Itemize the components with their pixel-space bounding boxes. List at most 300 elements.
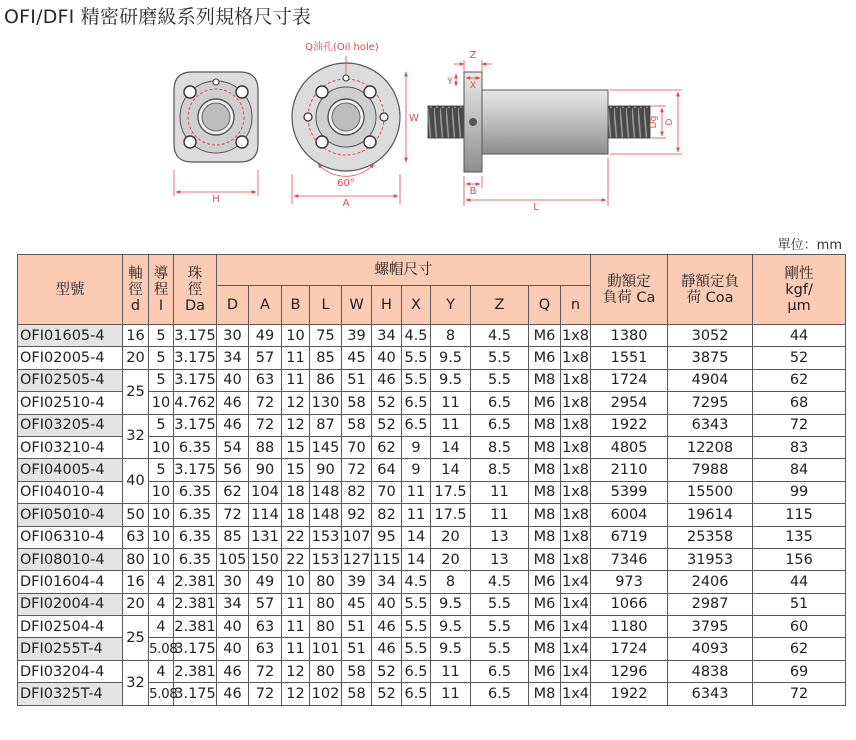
- header-dim-y: Y: [431, 286, 471, 325]
- cell-model: DFI0325T-4: [18, 683, 123, 705]
- cell-d: 85: [217, 526, 249, 548]
- cell-coa: 19614: [668, 504, 753, 526]
- cell-w: 51: [342, 369, 372, 391]
- cell-q: M8: [529, 436, 561, 458]
- cell-y: 11: [431, 683, 471, 705]
- cell-h: 70: [372, 481, 402, 503]
- cell-k: 51: [753, 593, 846, 615]
- cell-q: M8: [529, 638, 561, 660]
- table-row: [18, 660, 846, 682]
- cell-h: 40: [372, 347, 402, 369]
- cell-z: 6.5: [471, 683, 529, 705]
- cell-n: 1x4: [561, 571, 591, 593]
- cell-model: DFI02504-4: [18, 616, 123, 638]
- cell-model: OFI02005-4: [18, 347, 123, 369]
- cell-ca: 2954: [591, 392, 668, 414]
- cell-x: 5.5: [402, 369, 431, 391]
- cell-n: 1x4: [561, 660, 591, 682]
- cell-k: 62: [753, 369, 846, 391]
- dim-label-x: X: [469, 81, 477, 91]
- cell-k: 62: [753, 638, 846, 660]
- cell-n: 1x8: [561, 548, 591, 570]
- cell-x: 4.5: [402, 571, 431, 593]
- cell-h: 95: [372, 526, 402, 548]
- cell-coa: 4838: [668, 660, 753, 682]
- cell-coa: 4904: [668, 369, 753, 391]
- cell-da: 3.175: [174, 347, 217, 369]
- cell-x: 5.5: [402, 638, 431, 660]
- cell-w: 58: [342, 414, 372, 436]
- dim-label-d: D: [665, 118, 675, 126]
- cell-da: 6.35: [174, 504, 217, 526]
- cell-b: 11: [282, 616, 310, 638]
- cell-l: 148: [310, 481, 342, 503]
- cell-y: 11: [431, 414, 471, 436]
- cell-b: 15: [282, 459, 310, 481]
- cell-z: 13: [471, 548, 529, 570]
- cell-coa: 3052: [668, 325, 753, 347]
- cell-x: 11: [402, 504, 431, 526]
- cell-ca: 1066: [591, 593, 668, 615]
- cell-a: 72: [249, 683, 282, 705]
- cell-d: 30: [217, 325, 249, 347]
- cell-ca: 4805: [591, 436, 668, 458]
- header-dim-b: B: [282, 286, 310, 325]
- cell-i: 10: [149, 392, 174, 414]
- cell-coa: 31953: [668, 548, 753, 570]
- table-row: [18, 548, 846, 570]
- cell-da: 3.175: [174, 683, 217, 705]
- header-dim-a: A: [249, 286, 282, 325]
- cell-k: 115: [753, 504, 846, 526]
- cell-ca: 1551: [591, 347, 668, 369]
- header-dim-x: X: [402, 286, 431, 325]
- cell-i: 4: [149, 616, 174, 638]
- cell-x: 4.5: [402, 325, 431, 347]
- cell-k: 72: [753, 414, 846, 436]
- cell-ca: 1724: [591, 638, 668, 660]
- header-static-load: 靜額定負 荷 Coa: [668, 255, 753, 325]
- cell-l: 80: [310, 593, 342, 615]
- cell-l: 102: [310, 683, 342, 705]
- cell-k: 52: [753, 347, 846, 369]
- cell-x: 6.5: [402, 414, 431, 436]
- cell-k: 44: [753, 325, 846, 347]
- cell-z: 11: [471, 504, 529, 526]
- cell-d: 50: [123, 504, 149, 526]
- cell-h: 52: [372, 392, 402, 414]
- header-shaft-dia: 軸 徑 d: [123, 255, 149, 325]
- cell-z: 5.5: [471, 369, 529, 391]
- cell-l: 153: [310, 548, 342, 570]
- cell-da: 4.762: [174, 392, 217, 414]
- cell-ca: 973: [591, 571, 668, 593]
- dim-label-z: Z: [469, 50, 477, 61]
- cell-x: 6.5: [402, 683, 431, 705]
- cell-w: 58: [342, 660, 372, 682]
- cell-model: DFI0255T-4: [18, 638, 123, 660]
- cell-x: 6.5: [402, 392, 431, 414]
- cell-z: 5.5: [471, 616, 529, 638]
- cell-z: 6.5: [471, 660, 529, 682]
- cell-d: 25: [123, 369, 149, 414]
- cell-q: M8: [529, 526, 561, 548]
- cell-q: M6: [529, 392, 561, 414]
- cell-ca: 1296: [591, 660, 668, 682]
- cell-w: 72: [342, 459, 372, 481]
- cell-k: 60: [753, 616, 846, 638]
- cell-l: 80: [310, 616, 342, 638]
- cell-y: 9.5: [431, 347, 471, 369]
- cell-q: M6: [529, 660, 561, 682]
- cell-q: M6: [529, 593, 561, 615]
- cell-w: 58: [342, 392, 372, 414]
- cell-z: 4.5: [471, 571, 529, 593]
- cell-k: 68: [753, 392, 846, 414]
- cell-x: 9: [402, 459, 431, 481]
- cell-z: 5.5: [471, 347, 529, 369]
- cell-z: 8.5: [471, 436, 529, 458]
- cell-b: 12: [282, 392, 310, 414]
- cell-a: 72: [249, 660, 282, 682]
- cell-h: 52: [372, 660, 402, 682]
- cell-l: 80: [310, 571, 342, 593]
- cell-k: 69: [753, 660, 846, 682]
- cell-h: 46: [372, 369, 402, 391]
- cell-y: 9.5: [431, 638, 471, 660]
- cell-w: 39: [342, 571, 372, 593]
- cell-model: OFI04005-4: [18, 459, 123, 481]
- cell-d: 80: [123, 548, 149, 570]
- cell-d: 46: [217, 414, 249, 436]
- cell-n: 1x4: [561, 638, 591, 660]
- cell-z: 5.5: [471, 638, 529, 660]
- cell-da: 2.381: [174, 571, 217, 593]
- cell-da: 3.175: [174, 369, 217, 391]
- cell-z: 6.5: [471, 414, 529, 436]
- cell-b: 11: [282, 369, 310, 391]
- cell-h: 34: [372, 571, 402, 593]
- cell-b: 18: [282, 481, 310, 503]
- cell-da: 6.35: [174, 548, 217, 570]
- nut-end-view-round-flange: [292, 40, 419, 209]
- cell-d: 20: [123, 593, 149, 615]
- cell-q: M6: [529, 347, 561, 369]
- cell-d: 34: [217, 593, 249, 615]
- cell-b: 15: [282, 436, 310, 458]
- cell-coa: 7988: [668, 459, 753, 481]
- cell-d: 20: [123, 347, 149, 369]
- cell-x: 5.5: [402, 616, 431, 638]
- cell-d: 40: [217, 369, 249, 391]
- cell-b: 11: [282, 638, 310, 660]
- cell-da: 2.381: [174, 593, 217, 615]
- cell-n: 1x8: [561, 347, 591, 369]
- cell-ca: 7346: [591, 548, 668, 570]
- cell-d: 30: [217, 571, 249, 593]
- cell-b: 18: [282, 504, 310, 526]
- table-row: [18, 616, 846, 638]
- cell-w: 58: [342, 683, 372, 705]
- cell-d: 46: [217, 392, 249, 414]
- cell-h: 40: [372, 593, 402, 615]
- cell-model: DFI02004-4: [18, 593, 123, 615]
- cell-d: 72: [217, 504, 249, 526]
- cell-y: 11: [431, 392, 471, 414]
- cell-y: 11: [431, 660, 471, 682]
- table-row: [18, 571, 846, 593]
- header-dynamic-load: 動額定 負荷 Ca: [591, 255, 668, 325]
- cell-l: 153: [310, 526, 342, 548]
- cell-q: M8: [529, 504, 561, 526]
- cell-a: 63: [249, 638, 282, 660]
- cell-model: DFI03204-4: [18, 660, 123, 682]
- cell-coa: 4093: [668, 638, 753, 660]
- cell-model: DFI01604-4: [18, 571, 123, 593]
- cell-d: 16: [123, 325, 149, 347]
- cell-n: 1x8: [561, 414, 591, 436]
- cell-x: 14: [402, 548, 431, 570]
- cell-ca: 6004: [591, 504, 668, 526]
- cell-a: 88: [249, 436, 282, 458]
- cell-i: 10: [149, 481, 174, 503]
- cell-h: 46: [372, 616, 402, 638]
- cell-k: 135: [753, 526, 846, 548]
- cell-w: 82: [342, 481, 372, 503]
- cell-da: 6.35: [174, 481, 217, 503]
- header-dim-h: H: [372, 286, 402, 325]
- nut-side-view: [428, 50, 682, 213]
- cell-n: 1x4: [561, 616, 591, 638]
- cell-x: 9: [402, 436, 431, 458]
- cell-x: 11: [402, 481, 431, 503]
- cell-q: M8: [529, 414, 561, 436]
- cell-w: 92: [342, 504, 372, 526]
- unit-label: 單位：mm: [777, 238, 842, 253]
- dim-label-a: A: [342, 198, 350, 209]
- cell-d: 32: [123, 414, 149, 459]
- table-row: [18, 369, 846, 391]
- cell-i: 5: [149, 459, 174, 481]
- header-nut-dims: 螺帽尺寸: [217, 255, 591, 286]
- cell-coa: 25358: [668, 526, 753, 548]
- cell-x: 5.5: [402, 347, 431, 369]
- cell-d: 40: [217, 638, 249, 660]
- cell-da: 6.35: [174, 526, 217, 548]
- cell-coa: 7295: [668, 392, 753, 414]
- cell-l: 75: [310, 325, 342, 347]
- table-row: [18, 459, 846, 481]
- cell-da: 6.35: [174, 436, 217, 458]
- cell-w: 45: [342, 347, 372, 369]
- cell-k: 72: [753, 683, 846, 705]
- cell-da: 3.175: [174, 414, 217, 436]
- cell-w: 39: [342, 325, 372, 347]
- cell-n: 1x8: [561, 459, 591, 481]
- cell-i: 4: [149, 660, 174, 682]
- cell-q: M6: [529, 325, 561, 347]
- header-ball-dia: 珠 徑 Da: [174, 255, 217, 325]
- cell-coa: 2406: [668, 571, 753, 593]
- cell-x: 6.5: [402, 660, 431, 682]
- table-row: [18, 325, 846, 347]
- angle-label: 60°: [337, 178, 355, 189]
- cell-n: 1x8: [561, 325, 591, 347]
- cell-n: 1x8: [561, 392, 591, 414]
- cell-model: OFI03205-4: [18, 414, 123, 436]
- dim-label-y: Y: [447, 77, 453, 87]
- cell-a: 150: [249, 548, 282, 570]
- cell-a: 57: [249, 347, 282, 369]
- cell-d: 40: [217, 616, 249, 638]
- cell-d: 25: [123, 616, 149, 661]
- cell-w: 127: [342, 548, 372, 570]
- cell-d: 56: [217, 459, 249, 481]
- nut-end-view-cut-flange: [174, 72, 258, 205]
- cell-a: 131: [249, 526, 282, 548]
- cell-q: M8: [529, 459, 561, 481]
- cell-model: OFI02505-4: [18, 369, 123, 391]
- cell-y: 9.5: [431, 593, 471, 615]
- cell-l: 80: [310, 660, 342, 682]
- cell-k: 99: [753, 481, 846, 503]
- header-dim-n: n: [561, 286, 591, 325]
- cell-coa: 12208: [668, 436, 753, 458]
- cell-d: 63: [123, 526, 149, 548]
- cell-b: 11: [282, 347, 310, 369]
- cell-da: 3.175: [174, 459, 217, 481]
- cell-b: 22: [282, 548, 310, 570]
- header-dim-w: W: [342, 286, 372, 325]
- cell-ca: 1922: [591, 683, 668, 705]
- dim-label-dg: Dg: [649, 115, 659, 129]
- cell-z: 6.5: [471, 392, 529, 414]
- cell-i: 10: [149, 436, 174, 458]
- cell-k: 84: [753, 459, 846, 481]
- cell-z: 4.5: [471, 325, 529, 347]
- cell-b: 11: [282, 593, 310, 615]
- cell-da: 3.175: [174, 325, 217, 347]
- cell-h: 52: [372, 683, 402, 705]
- cell-ca: 1724: [591, 369, 668, 391]
- cell-i: 5: [149, 414, 174, 436]
- cell-d: 105: [217, 548, 249, 570]
- cell-a: 104: [249, 481, 282, 503]
- cell-i: 4: [149, 593, 174, 615]
- header-model: 型號: [18, 255, 123, 325]
- page-title: OFI/DFI 精密研磨級系列規格尺寸表: [4, 6, 312, 28]
- cell-ca: 1922: [591, 414, 668, 436]
- cell-n: 1x8: [561, 481, 591, 503]
- cell-a: 114: [249, 504, 282, 526]
- cell-d: 40: [123, 459, 149, 504]
- cell-l: 90: [310, 459, 342, 481]
- cell-model: OFI03210-4: [18, 436, 123, 458]
- cell-n: 1x8: [561, 504, 591, 526]
- dim-label-l: L: [533, 202, 539, 213]
- cell-k: 156: [753, 548, 846, 570]
- header-dim-z: Z: [471, 286, 529, 325]
- cell-d: 46: [217, 683, 249, 705]
- cell-q: M8: [529, 683, 561, 705]
- cell-y: 8: [431, 325, 471, 347]
- cell-h: 34: [372, 325, 402, 347]
- cell-model: OFI01605-4: [18, 325, 123, 347]
- cell-i: 10: [149, 526, 174, 548]
- cell-w: 51: [342, 616, 372, 638]
- cell-i: 10: [149, 504, 174, 526]
- cell-a: 49: [249, 325, 282, 347]
- header-dim-d: D: [217, 286, 249, 325]
- dim-label-b: B: [469, 186, 477, 197]
- cell-i: 10: [149, 548, 174, 570]
- cell-b: 10: [282, 571, 310, 593]
- cell-d: 16: [123, 571, 149, 593]
- table-row: [18, 347, 846, 369]
- cell-da: 2.381: [174, 616, 217, 638]
- table-row: [18, 504, 846, 526]
- table-row: [18, 593, 846, 615]
- cell-h: 115: [372, 548, 402, 570]
- cell-n: 1x4: [561, 683, 591, 705]
- cell-q: M8: [529, 481, 561, 503]
- header-lead: 導 程 I: [149, 255, 174, 325]
- cell-n: 1x8: [561, 369, 591, 391]
- cell-i: 5.08: [149, 638, 174, 660]
- cell-l: 130: [310, 392, 342, 414]
- cell-q: M8: [529, 548, 561, 570]
- cell-coa: 3875: [668, 347, 753, 369]
- cell-a: 49: [249, 571, 282, 593]
- cell-b: 22: [282, 526, 310, 548]
- nut-dimension-drawing: [170, 36, 690, 214]
- header-dim-q: Q: [529, 286, 561, 325]
- cell-y: 14: [431, 436, 471, 458]
- cell-l: 145: [310, 436, 342, 458]
- cell-a: 63: [249, 616, 282, 638]
- cell-b: 12: [282, 683, 310, 705]
- cell-n: 1x8: [561, 436, 591, 458]
- cell-n: 1x8: [561, 526, 591, 548]
- cell-y: 17.5: [431, 481, 471, 503]
- cell-h: 82: [372, 504, 402, 526]
- oil-hole-label: Q油孔(Oil hole): [305, 42, 379, 53]
- cell-w: 70: [342, 436, 372, 458]
- cell-i: 5: [149, 369, 174, 391]
- cell-y: 20: [431, 548, 471, 570]
- cell-n: 1x4: [561, 593, 591, 615]
- header-dim-l: L: [310, 286, 342, 325]
- cell-da: 3.175: [174, 638, 217, 660]
- cell-i: 5: [149, 325, 174, 347]
- cell-i: 5.08: [149, 683, 174, 705]
- cell-z: 13: [471, 526, 529, 548]
- cell-d: 34: [217, 347, 249, 369]
- cell-q: M8: [529, 369, 561, 391]
- cell-q: M6: [529, 616, 561, 638]
- cell-h: 46: [372, 638, 402, 660]
- cell-a: 63: [249, 369, 282, 391]
- cell-x: 5.5: [402, 593, 431, 615]
- table-row: [18, 414, 846, 436]
- cell-k: 83: [753, 436, 846, 458]
- cell-x: 14: [402, 526, 431, 548]
- cell-a: 72: [249, 414, 282, 436]
- cell-coa: 6343: [668, 414, 753, 436]
- cell-b: 10: [282, 325, 310, 347]
- cell-model: OFI06310-4: [18, 526, 123, 548]
- cell-ca: 5399: [591, 481, 668, 503]
